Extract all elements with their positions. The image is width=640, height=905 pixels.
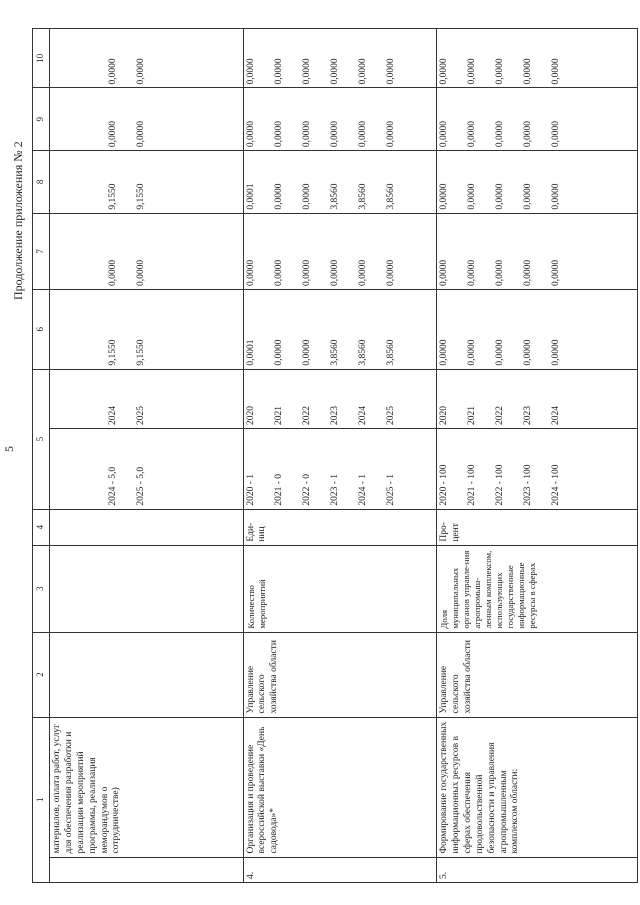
target-values-value: 2025 - 5,0 <box>136 466 146 506</box>
regional-amount-value: 0,0000 <box>301 183 312 210</box>
row-number: 4. <box>243 857 437 882</box>
total-amount-value: 0,0000 <box>523 339 534 366</box>
total-amount-value <box>52 293 80 366</box>
regional-amount-value: 3,8560 <box>385 183 396 210</box>
target-values-value: 2025 - 1 <box>385 473 396 506</box>
total-amount <box>243 290 437 370</box>
federal-amount-value: 0,0000 <box>329 259 340 287</box>
regional-amount-value: 0,0000 <box>551 183 562 210</box>
year <box>50 369 244 428</box>
federal-amount-value: 0,0000 <box>273 259 284 287</box>
regional-amount-value: 3,8560 <box>357 183 368 210</box>
target-values <box>437 428 638 509</box>
col-header: 1 <box>33 717 50 882</box>
year-value: 2021 <box>467 405 478 425</box>
target-values-value: 2022 - 100 <box>495 464 506 506</box>
other-amount-value: 0,0000 <box>523 58 534 85</box>
total-amount-value: 9,1550 <box>108 339 118 366</box>
table-row <box>243 29 437 883</box>
local-amount-value: 0,0000 <box>523 120 534 148</box>
local-amount-value: 0,0000 <box>439 120 450 148</box>
target-values-value <box>80 432 108 506</box>
other-amount-value: 0,0000 <box>467 58 478 85</box>
local-amount-value: 0,0000 <box>495 120 506 148</box>
column-number-row <box>33 29 50 883</box>
total-amount-value: 0,0000 <box>467 339 478 366</box>
regional-amount-value: 0,0000 <box>495 183 506 210</box>
federal-amount-value: 0,0000 <box>551 259 562 287</box>
local-amount-value: 0,0000 <box>108 120 118 148</box>
year-value: 2025 <box>136 405 146 425</box>
total-amount-value: 3,8560 <box>329 339 340 366</box>
federal-amount-value: 0,0000 <box>385 259 396 287</box>
col-header: 2 <box>33 632 50 717</box>
local-amount-value: 0,0000 <box>467 120 478 148</box>
unit <box>50 509 244 545</box>
target-values-value: 2023 - 1 <box>329 473 340 506</box>
col-header: 5 <box>33 369 50 509</box>
measure-name: Организация и проведение всероссийской выставки «День садовода»* <box>243 717 437 857</box>
target-values-value: 2022 - 0 <box>301 473 312 506</box>
year-value: 2024 <box>108 405 118 425</box>
total-amount <box>50 290 244 370</box>
regional-amount-value: 9,1550 <box>108 183 118 210</box>
col-header: 3 <box>33 545 50 632</box>
program-table <box>32 28 638 883</box>
year-value: 2024 <box>551 405 562 425</box>
target-values-value: 2024 - 1 <box>357 473 368 506</box>
local-amount-value: 0,0000 <box>329 120 340 148</box>
federal-amount-value: 0,0000 <box>136 259 146 287</box>
target-values-value: 2021 - 0 <box>273 473 284 506</box>
executor <box>50 632 244 717</box>
local-amount-value <box>52 91 80 147</box>
year-value: 2022 <box>495 405 506 425</box>
col-header: 7 <box>33 213 50 289</box>
measure-name: Формирование государственных информационных ресурсов в сферах обеспечения продовольственной безопасности и управления агропромышленным комплексом области: <box>437 717 638 857</box>
local-amount-value <box>80 91 108 147</box>
target-values-value <box>52 432 80 506</box>
total-amount-value: 9,1550 <box>136 339 146 366</box>
federal-amount-value: 0,0000 <box>495 259 506 287</box>
other-amount-value: 0,0000 <box>301 58 312 85</box>
table-row <box>437 29 638 883</box>
other-amount-value: 0,0000 <box>551 58 562 85</box>
local-amount <box>437 88 638 151</box>
other-amount-value: 0,0000 <box>245 58 256 85</box>
regional-amount-value <box>80 154 108 210</box>
federal-amount-value: 0,0000 <box>357 259 368 287</box>
regional-amount-value: 0,0000 <box>467 183 478 210</box>
year-value: 2020 <box>245 405 256 425</box>
measure-name: материалов, оплата работ, услуг для обеспечения разработки и реализации мероприятий программы, реализация меморандумов о сотрудничестве) <box>50 717 244 857</box>
federal-amount <box>243 213 437 289</box>
total-amount-value <box>80 293 108 366</box>
year-value: 2025 <box>385 405 396 425</box>
total-amount-value: 0,0000 <box>301 339 312 366</box>
indicator-name <box>50 545 244 632</box>
unit: Еди-ниц <box>243 509 437 545</box>
other-amount <box>437 29 638 88</box>
appendix-title: Продолжение приложения № 2 <box>11 141 25 300</box>
federal-amount-value: 0,0000 <box>108 259 118 287</box>
col-header: 8 <box>33 151 50 214</box>
year <box>437 369 638 428</box>
row-number: 5. <box>437 857 638 882</box>
regional-amount-value: 0,0000 <box>523 183 534 210</box>
federal-amount-value <box>52 217 80 286</box>
local-amount-value: 0,0000 <box>385 120 396 148</box>
indicator-name: Количество мероприятий <box>243 545 437 632</box>
total-amount-value: 3,8560 <box>357 339 368 366</box>
other-amount-value: 0,0000 <box>385 58 396 85</box>
indicator-name: Доля муниципальных органов управле-ния агропромыш-ленным комплексом, использующих государственные информационные ресурсы в сферах <box>437 545 638 632</box>
year-value <box>52 373 80 425</box>
other-amount-value: 0,0000 <box>136 58 146 85</box>
other-amount-value: 0,0000 <box>108 58 118 85</box>
target-values-value: 2021 - 100 <box>467 464 478 506</box>
unit: Про-цент <box>437 509 638 545</box>
other-amount-value: 0,0000 <box>495 58 506 85</box>
other-amount-value <box>80 32 108 84</box>
federal-amount-value: 0,0000 <box>301 259 312 287</box>
regional-amount <box>50 151 244 214</box>
row-number <box>50 857 244 882</box>
regional-amount-value: 0,0000 <box>273 183 284 210</box>
local-amount <box>243 88 437 151</box>
total-amount-value: 0,0000 <box>273 339 284 366</box>
local-amount-value: 0,0000 <box>136 120 146 148</box>
other-amount <box>50 29 244 88</box>
target-values-value: 2020 - 100 <box>439 464 450 506</box>
local-amount-value: 0,0000 <box>245 120 256 148</box>
col-header: 4 <box>33 509 50 545</box>
federal-amount <box>50 213 244 289</box>
federal-amount-value: 0,0000 <box>523 259 534 287</box>
regional-amount-value: 3,8560 <box>329 183 340 210</box>
year-value: 2023 <box>523 405 534 425</box>
table-row <box>50 29 244 883</box>
total-amount-value: 0,0000 <box>439 339 450 366</box>
regional-amount-value: 0,0000 <box>439 183 450 210</box>
total-amount-value: 3,8560 <box>385 339 396 366</box>
year-value: 2021 <box>273 405 284 425</box>
federal-amount-value: 0,0000 <box>467 259 478 287</box>
regional-amount-value <box>52 154 80 210</box>
year <box>243 369 437 428</box>
local-amount-value: 0,0000 <box>357 120 368 148</box>
local-amount-value: 0,0000 <box>551 120 562 148</box>
total-amount-value: 0,0000 <box>551 339 562 366</box>
year-value: 2023 <box>329 405 340 425</box>
federal-amount-value <box>80 217 108 286</box>
federal-amount-value: 0,0000 <box>245 259 256 287</box>
other-amount-value: 0,0000 <box>439 58 450 85</box>
other-amount-value: 0,0000 <box>329 58 340 85</box>
target-values-value: 2020 - 1 <box>245 473 256 506</box>
target-values <box>50 428 244 509</box>
total-amount <box>437 290 638 370</box>
other-amount-value: 0,0000 <box>273 58 284 85</box>
local-amount-value: 0,0000 <box>301 120 312 148</box>
executor: Управление сельского хозяйства области <box>437 632 638 717</box>
total-amount-value: 0,0000 <box>495 339 506 366</box>
target-values-value: 2024 - 100 <box>551 464 562 506</box>
regional-amount-value: 9,1550 <box>136 183 146 210</box>
regional-amount <box>243 151 437 214</box>
regional-amount-value: 0,0001 <box>245 183 256 210</box>
target-values <box>243 428 437 509</box>
local-amount-value: 0,0000 <box>273 120 284 148</box>
year-value <box>80 373 108 425</box>
col-header: 10 <box>33 29 50 88</box>
regional-amount <box>437 151 638 214</box>
year-value: 2024 <box>357 405 368 425</box>
col-header: 6 <box>33 290 50 370</box>
year-value: 2020 <box>439 405 450 425</box>
year-value: 2022 <box>301 405 312 425</box>
other-amount-value <box>52 32 80 84</box>
federal-amount-value: 0,0000 <box>439 259 450 287</box>
other-amount <box>243 29 437 88</box>
total-amount-value: 0,0001 <box>245 339 256 366</box>
target-values-value: 2023 - 100 <box>523 464 534 506</box>
local-amount <box>50 88 244 151</box>
federal-amount <box>437 213 638 289</box>
page-number: 5 <box>2 446 16 452</box>
target-values-value: 2024 - 5,0 <box>108 466 118 506</box>
col-header: 9 <box>33 88 50 151</box>
executor: Управление сельского хозяйства области <box>243 632 437 717</box>
other-amount-value: 0,0000 <box>357 58 368 85</box>
